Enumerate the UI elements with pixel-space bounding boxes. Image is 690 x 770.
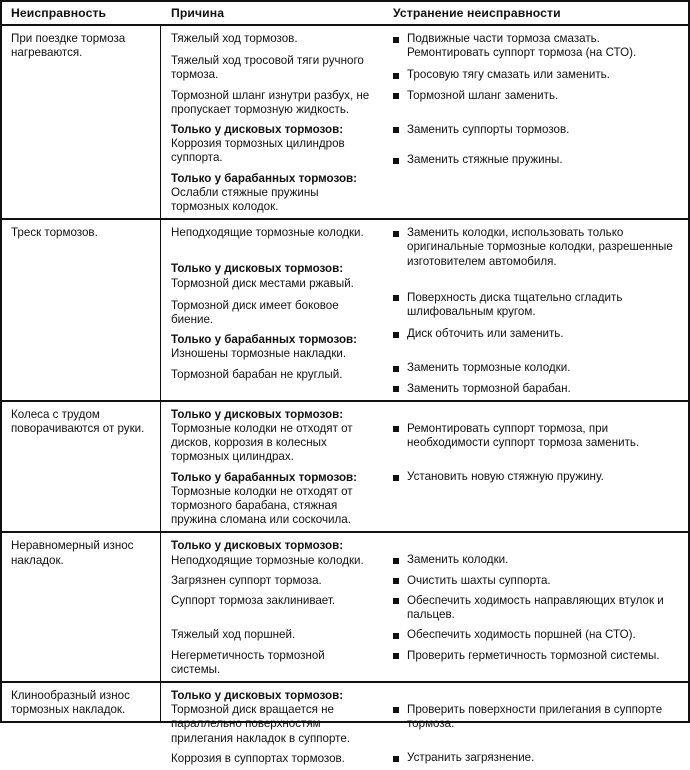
cause-subheading: Только у дисковых тормозов: — [171, 539, 344, 553]
square-bullet-icon — [393, 756, 399, 762]
cause-entry — [171, 54, 374, 82]
remedy-text: Заменить стяжные пружины. — [407, 153, 563, 167]
cause-cell — [160, 26, 380, 218]
square-bullet-icon — [393, 707, 399, 713]
cause-entry — [171, 539, 374, 567]
cause-entry — [171, 262, 374, 290]
cause-subheading: Только у барабанных тормозов: — [171, 470, 358, 484]
remedy-item — [393, 226, 682, 269]
cause-subheading: Только у дисковых тормозов: — [171, 407, 344, 421]
cause-text: Тяжелый ход тросовой тяги ручного тормоза. — [171, 54, 364, 82]
remedy-text: Поверхность диска тщательно сгладить шлифовальным кругом. — [407, 290, 623, 319]
remedy-item — [393, 68, 682, 82]
cause-entry — [171, 649, 374, 677]
cause-cell — [160, 220, 380, 400]
square-bullet-icon — [393, 633, 399, 639]
square-bullet-icon — [393, 386, 399, 392]
cause-text: Суппорт тормоза заклинивает. — [171, 594, 336, 608]
cause-text: Неподходящие тормозные колодки. — [171, 553, 364, 567]
remedy-text: Ремонтировать суппорт тормоза, при необходимости суппорт тормоза заменить. — [407, 421, 640, 450]
cause-entry — [171, 368, 374, 382]
header-cell-symptom: Неисправность — [11, 6, 107, 20]
remedy-item — [393, 153, 682, 167]
symptom-group — [2, 533, 688, 682]
cause-entry — [171, 172, 374, 215]
symptom-cell — [2, 683, 160, 770]
symptom-cell — [2, 402, 160, 532]
remedy-item — [393, 470, 682, 484]
header-cell-remedy: Устранение неисправности — [393, 6, 561, 20]
remedy-text: Заменить колодки, использовать только оригинальные тормозные колодки, разрешенные изготовителем автомобиля. — [407, 226, 673, 268]
remedy-cell — [380, 683, 688, 770]
remedy-item — [393, 553, 682, 567]
symptom-text: Клинообразный износ тормозных накладок. — [11, 688, 130, 717]
table-body — [2, 26, 688, 770]
square-bullet-icon — [393, 295, 399, 301]
cause-text: Загрязнен суппорт тормоза. — [171, 573, 322, 587]
remedy-text: Заменить тормозные колодки. — [407, 361, 571, 375]
remedy-item — [393, 89, 682, 103]
square-bullet-icon — [393, 127, 399, 133]
cause-text: Тормозной барабан не круглый. — [171, 367, 343, 381]
square-bullet-icon — [393, 558, 399, 564]
remedy-item — [393, 628, 682, 642]
remedy-item — [393, 703, 682, 731]
symptom-group — [2, 26, 688, 220]
remedy-item — [393, 574, 682, 588]
symptom-text: Колеса с трудом поворачиваются от руки. — [11, 407, 145, 436]
cause-cell — [160, 683, 380, 770]
remedy-text: Установить новую стяжную пружину. — [407, 470, 604, 484]
remedy-text: Тросовую тягу смазать или заменить. — [407, 68, 610, 82]
cause-text: Коррозия в суппортах тормозов. — [171, 751, 345, 765]
remedy-text: Диск обточить или заменить. — [407, 327, 564, 341]
cause-text: Тяжелый ход поршней. — [171, 628, 296, 642]
cause-text: Тормозной шланг изнутри разбух, не пропускает тормозную жидкость. — [171, 88, 370, 116]
cause-entry — [171, 752, 374, 766]
remedy-cell — [380, 533, 688, 680]
cause-text: Коррозия тормозных цилиндров суппорта. — [171, 137, 345, 165]
remedy-item — [393, 382, 682, 396]
symptom-group — [2, 402, 688, 534]
remedy-text: Проверить герметичность тормозной системы. — [407, 648, 660, 662]
square-bullet-icon — [393, 158, 399, 164]
remedy-text: Заменить колодки. — [407, 553, 509, 567]
square-bullet-icon — [393, 426, 399, 432]
cause-subheading: Только у дисковых тормозов: — [171, 688, 344, 702]
remedy-text: Очистить шахты суппорта. — [407, 573, 551, 587]
cause-text: Негерметичность тормозной системы. — [171, 648, 325, 676]
cause-text: Тормозные колодки не отходят от дисков, коррозия в колесных тормозных цилиндрах. — [171, 422, 353, 464]
square-bullet-icon — [393, 475, 399, 481]
remedy-item — [393, 361, 682, 375]
remedy-text: Проверить поверхности прилегания в суппорте тормоза. — [407, 702, 663, 731]
cause-entry — [171, 574, 374, 588]
header-cell-cause: Причина — [171, 6, 225, 20]
cause-subheading: Только у дисковых тормозов: — [171, 262, 344, 276]
square-bullet-icon — [393, 93, 399, 99]
symptom-text: Треск тормозов. — [11, 226, 98, 240]
cause-text: Тормозной диск вращается не параллельно поверхностям прилегания накладок в суппорте. — [171, 703, 351, 745]
cause-entry — [171, 471, 374, 528]
table-header-row — [2, 2, 688, 26]
square-bullet-icon — [393, 332, 399, 338]
cause-text: Изношены тормозные накладки. — [171, 347, 347, 361]
square-bullet-icon — [393, 598, 399, 604]
remedy-item — [393, 422, 682, 450]
symptom-group — [2, 220, 688, 402]
square-bullet-icon — [393, 37, 399, 43]
cause-entry — [171, 32, 374, 46]
remedy-cell — [380, 220, 688, 400]
remedy-text: Заменить суппорты тормозов. — [407, 122, 570, 136]
symptom-text: Неравномерный износ накладок. — [11, 539, 134, 567]
square-bullet-icon — [393, 231, 399, 237]
cause-entry — [171, 333, 374, 361]
remedy-item — [393, 291, 682, 319]
symptom-cell — [2, 533, 160, 680]
remedy-text: Обеспечить ходимость направляющих втулок и пальцев. — [407, 593, 664, 622]
remedy-text: Обеспечить ходимость поршней (на СТО). — [407, 628, 636, 642]
remedy-item — [393, 123, 682, 137]
cause-text: Ослабли стяжные пружины тормозных колодок. — [171, 185, 319, 214]
remedy-text: Заменить тормозной барабан. — [407, 381, 571, 395]
symptom-cell — [2, 220, 160, 400]
cause-entry — [171, 299, 374, 327]
remedy-item — [393, 327, 682, 341]
remedy-text: Устранить загрязнение. — [407, 751, 535, 765]
cause-text: Тормозные колодки не отходят от тормозного барабана, стяжная пружина сломана или соскочила. — [171, 484, 353, 527]
cause-text: Неподходящие тормозные колодки. — [171, 226, 364, 240]
cause-subheading: Только у барабанных тормозов: — [171, 333, 358, 347]
remedy-cell — [380, 402, 688, 532]
cause-text: Тяжелый ход тормозов. — [171, 32, 298, 45]
cause-cell — [160, 533, 380, 680]
square-bullet-icon — [393, 73, 399, 79]
remedy-item — [393, 594, 682, 622]
cause-subheading: Только у барабанных тормозов: — [171, 171, 358, 185]
cause-cell — [160, 402, 380, 532]
remedy-text: Подвижные части тормоза смазать. Ремонтировать суппорт тормоза (на СТО). — [407, 32, 637, 60]
cause-entry — [171, 628, 374, 642]
cause-entry — [171, 689, 374, 746]
remedy-item — [393, 649, 682, 663]
remedy-item — [393, 751, 682, 765]
symptom-text: При поездке тормоза нагреваются. — [11, 32, 126, 60]
cause-entry — [171, 226, 374, 240]
square-bullet-icon — [393, 578, 399, 584]
symptom-group — [2, 683, 688, 770]
cause-text: Тормозной диск имеет боковое биение. — [171, 298, 339, 327]
square-bullet-icon — [393, 366, 399, 372]
remedy-text: Тормозной шланг заменить. — [407, 88, 559, 102]
square-bullet-icon — [393, 653, 399, 659]
cause-entry — [171, 408, 374, 465]
cause-subheading: Только у дисковых тормозов: — [171, 123, 344, 137]
cause-entry — [171, 89, 374, 117]
remedy-cell — [380, 26, 688, 218]
remedy-item — [393, 32, 682, 60]
cause-entry — [171, 123, 374, 166]
cause-entry — [171, 594, 374, 608]
symptom-cell — [2, 26, 160, 218]
cause-text: Тормозной диск местами ржавый. — [171, 276, 354, 290]
